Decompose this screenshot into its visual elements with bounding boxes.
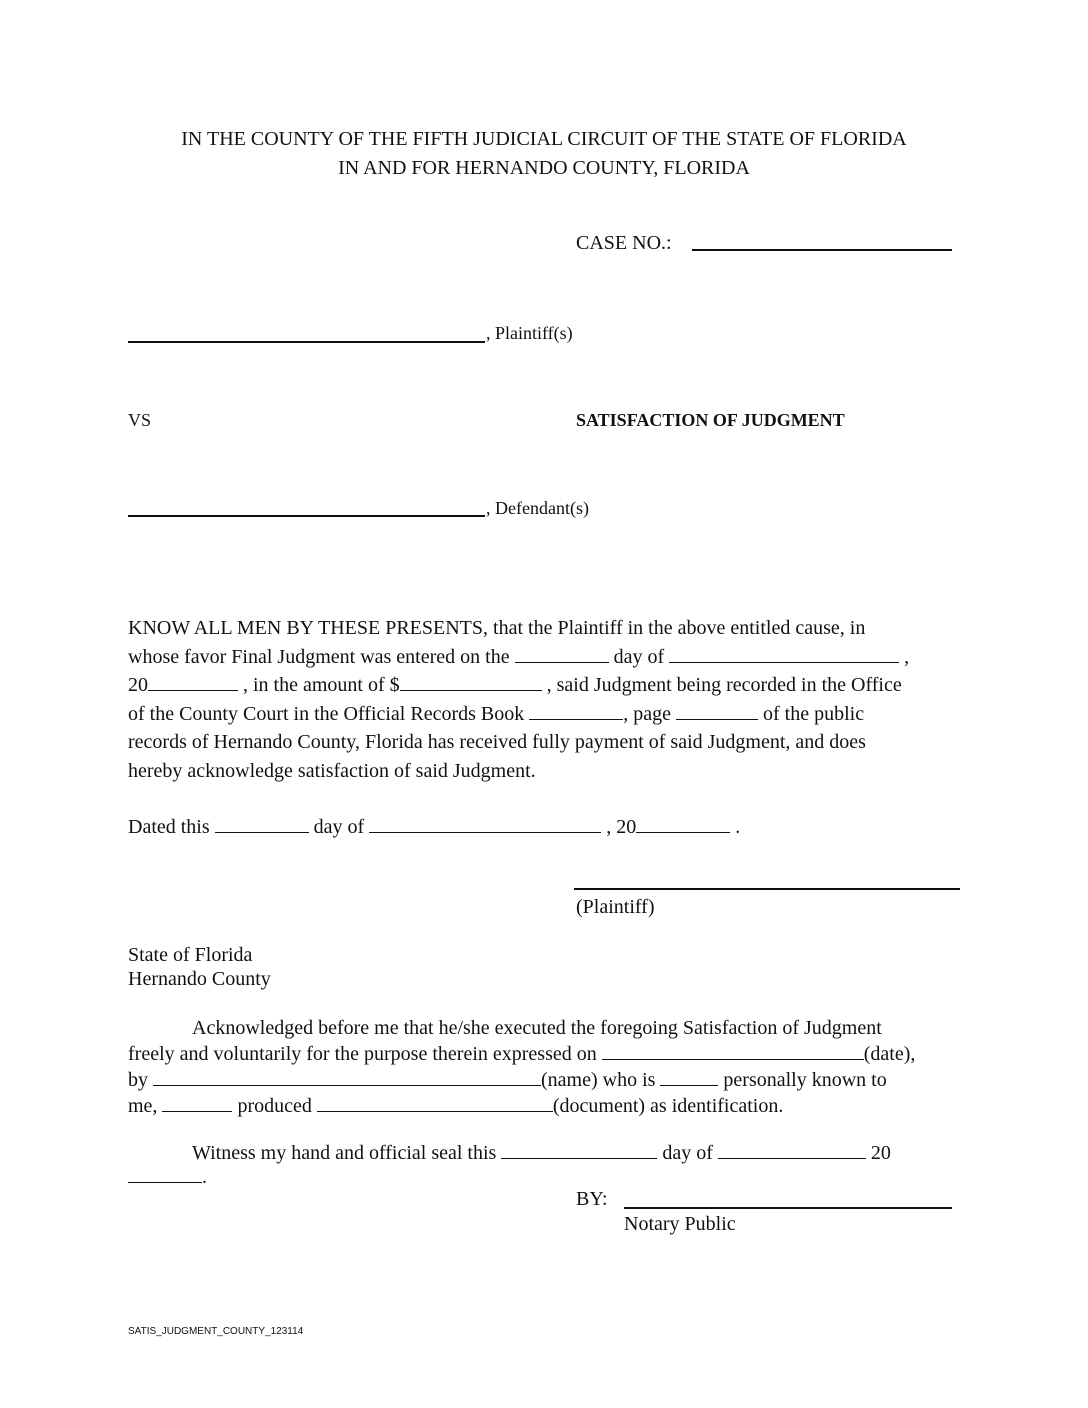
ack-text: produced xyxy=(237,1095,312,1117)
witness-text: 20 xyxy=(870,1142,891,1164)
notary-public-label: Notary Public xyxy=(624,1213,736,1235)
body-text: of the public xyxy=(763,702,865,725)
notary-by-label: BY: xyxy=(576,1188,608,1210)
venue-state: State of Florida xyxy=(128,944,253,966)
body-text: , xyxy=(904,645,910,668)
judgment-year-field[interactable] xyxy=(148,672,238,691)
venue-county: Hernando County xyxy=(128,968,271,990)
dated-month-field[interactable] xyxy=(369,814,601,833)
ack-line-1: Acknowledged before me that he/she executed the foregoing Satisfaction of Judgment xyxy=(192,1017,882,1039)
ack-text: me, xyxy=(128,1095,158,1117)
document-type-field[interactable] xyxy=(317,1093,553,1112)
versus-label: VS xyxy=(128,410,152,430)
personally-known-field[interactable] xyxy=(660,1067,718,1086)
plaintiff-signature-label: (Plaintiff) xyxy=(576,896,655,918)
ack-text: (date), xyxy=(863,1043,916,1065)
body-text: of the County Court in the Official Records Book xyxy=(128,702,525,725)
satisfaction-paragraph xyxy=(128,614,958,786)
plaintiff-label: , Plaintiff(s) xyxy=(486,323,573,343)
witness-text: . xyxy=(202,1166,207,1188)
body-text: day of xyxy=(613,645,665,668)
case-number-label: CASE NO.: xyxy=(576,232,672,254)
witness-month-field[interactable] xyxy=(718,1140,866,1159)
plaintiff-signature-line[interactable] xyxy=(574,888,960,890)
body-line-6: hereby acknowledge satisfaction of said Judgment. xyxy=(128,759,536,782)
ack-line-4 xyxy=(128,1093,958,1119)
judgment-day-field[interactable] xyxy=(515,644,609,663)
witness-day-field[interactable] xyxy=(501,1140,657,1159)
body-line-1: KNOW ALL MEN BY THESE PRESENTS, that the Plaintiff in the above entitled cause, in xyxy=(128,617,866,639)
document-title: SATISFACTION OF JUDGMENT xyxy=(576,410,845,430)
dated-line xyxy=(128,814,740,839)
court-heading-line-2: IN AND FOR HERNANDO COUNTY, FLORIDA xyxy=(338,157,750,179)
ack-text: (document) as identification. xyxy=(552,1095,784,1117)
dated-text: Dated this xyxy=(128,816,210,838)
ack-name-field[interactable] xyxy=(153,1067,541,1086)
witness-year-line xyxy=(128,1164,207,1189)
records-page-field[interactable] xyxy=(676,701,758,720)
produced-id-field[interactable] xyxy=(162,1093,232,1112)
dated-day-field[interactable] xyxy=(215,814,309,833)
witness-text: Witness my hand and official seal this xyxy=(192,1142,497,1164)
ack-text: by xyxy=(128,1069,148,1091)
body-text: , said Judgment being recorded in the Office xyxy=(546,674,902,697)
witness-year-field[interactable] xyxy=(128,1164,202,1183)
body-text: , in the amount of $ xyxy=(243,674,400,697)
defendant-name-field[interactable] xyxy=(128,515,485,517)
witness-line xyxy=(192,1140,891,1165)
dated-text: . xyxy=(735,816,741,838)
judgment-month-field[interactable] xyxy=(669,644,899,663)
body-line-4 xyxy=(128,700,958,729)
plaintiff-name-field[interactable] xyxy=(128,341,485,343)
records-book-field[interactable] xyxy=(529,701,623,720)
ack-text: personally known to xyxy=(723,1069,887,1091)
ack-line-3 xyxy=(128,1067,958,1093)
acknowledgment-paragraph xyxy=(128,1016,958,1119)
body-text: 20 xyxy=(128,674,148,697)
body-line-5: records of Hernando County, Florida has received fully payment of said Judgment, and does xyxy=(128,731,866,754)
court-heading-line-1: IN THE COUNTY OF THE FIFTH JUDICIAL CIRCUIT OF THE STATE OF FLORIDA xyxy=(181,128,907,150)
body-text: whose favor Final Judgment was entered on the xyxy=(128,645,510,668)
ack-date-field[interactable] xyxy=(602,1041,864,1060)
ack-line-2 xyxy=(128,1041,958,1067)
form-code: SATIS_JUDGMENT_COUNTY_123114 xyxy=(128,1326,304,1337)
defendant-label: , Defendant(s) xyxy=(486,498,589,518)
dated-text: day of xyxy=(313,816,365,838)
ack-text: (name) who is xyxy=(541,1069,656,1091)
dated-year-field[interactable] xyxy=(636,814,730,833)
case-number-field[interactable] xyxy=(692,249,952,251)
body-text: , page xyxy=(623,702,672,725)
ack-text: freely and voluntarily for the purpose therein expressed on xyxy=(128,1043,597,1065)
witness-text: day of xyxy=(662,1142,713,1164)
notary-signature-line[interactable] xyxy=(624,1207,952,1209)
body-line-2 xyxy=(128,643,958,672)
judgment-amount-field[interactable] xyxy=(400,672,542,691)
dated-text: , 20 xyxy=(606,816,637,838)
body-line-3 xyxy=(128,671,958,700)
